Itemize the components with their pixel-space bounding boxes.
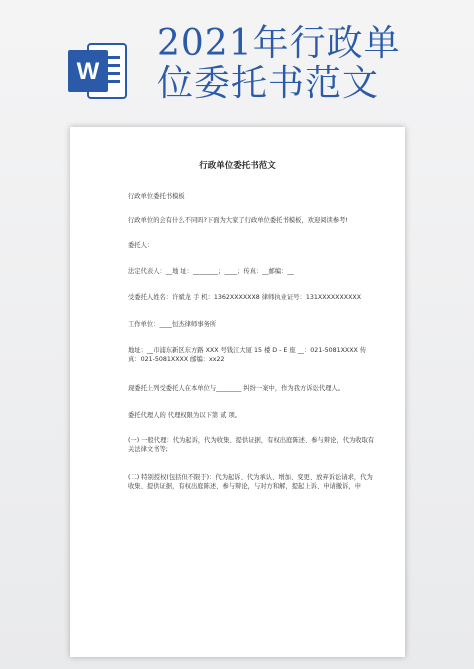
- page-title: [157, 24, 401, 104]
- doc-line: (一) 一般代理：代为起诉，代为收集、提供证据，有权出庭陈述、参与辩论，代为收取有关法律文书等;: [128, 437, 375, 453]
- document-title: 行政单位委托书范文: [199, 161, 276, 171]
- doc-line: 委托代理人的 代理权限为以下第 贰 项。: [128, 412, 242, 419]
- doc-line: 地址：__市浦东新区东方路 XXX 号钱江大厦 15 楼 D - E 座 __：021-5081XXXX 传真：021-5081XXXX 邮编：xx22: [128, 347, 367, 363]
- doc-line: 现委托上列受委托人在本单位与________ 纠纷一案中，作为我方诉讼代理人。: [128, 385, 345, 392]
- svg-text:W: W: [76, 58, 100, 85]
- title-line-1: 2021年行政单: [157, 23, 401, 64]
- banner: [0, 0, 474, 125]
- doc-line: 行政单位的会有什么不同吗?下面为大家了行政单位委托书模板，欢迎阅读参考!: [128, 217, 348, 224]
- doc-line: 行政单位委托书模板: [128, 193, 185, 200]
- word-doc-icon: [66, 40, 128, 102]
- doc-line: 受委托人姓名：许斌龙 手 机：1362XXXXXX8 律师执业证号：131XXXXXXXXXX: [128, 294, 362, 301]
- document-page: [70, 127, 405, 657]
- doc-line: 工作单位：____恒杰律师事务所: [128, 321, 217, 328]
- doc-line: (二) 特别授权(包括但不限于)：代为起诉、代为承认、增加、变更、放弃诉讼请求，代为收集、提供证据，有权出庭陈述、参与辩论，与对方和解，提起上诉、申请撤诉，申: [128, 474, 373, 490]
- doc-line: 法定代表人：__地 址：________；____；传真：__邮编：__: [128, 268, 294, 275]
- title-line-2: 位委托书范文: [157, 63, 380, 104]
- doc-line: 委托人：: [128, 242, 154, 249]
